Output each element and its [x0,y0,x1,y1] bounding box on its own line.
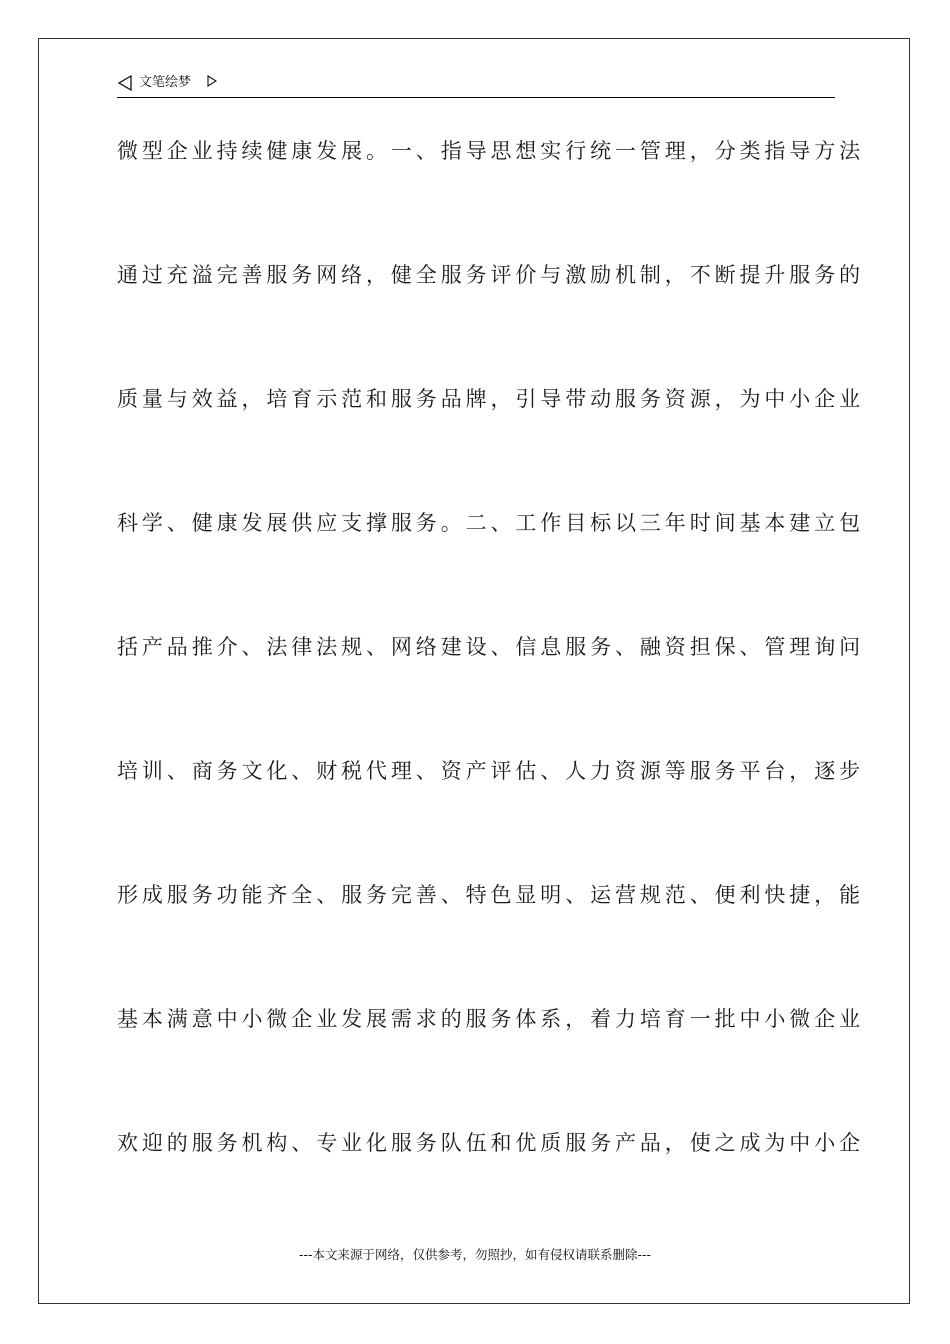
triangle-left-outline-icon [117,75,133,91]
body-line: 科学、健康发展供应支撑服务。二、工作目标以三年时间基本建立包 [117,511,864,535]
page-frame [38,38,910,1304]
triangle-right-outline-icon [207,75,217,87]
header-title: 文笔绘梦 [139,75,192,90]
body-line: 培训、商务文化、财税代理、资产评估、人力资源等服务平台，逐步 [117,759,864,783]
footer-disclaimer: ---本文来源于网络，仅供参考，勿照抄，如有侵权请联系删除--- [298,1247,652,1262]
page-header [117,72,835,98]
body-line: 基本满意中小微企业发展需求的服务体系，着力培育一批中小微企业 [117,1007,864,1031]
body-line: 质量与效益，培育示范和服务品牌，引导带动服务资源，为中小企业 [117,387,864,411]
body-line: 欢迎的服务机构、专业化服务队伍和优质服务产品，使之成为中小企 [117,1131,864,1155]
body-line: 通过充溢完善服务网络，健全服务评价与激励机制，不断提升服务的 [117,263,864,287]
body-line: 微型企业持续健康发展。一、指导思想实行统一管理，分类指导方法 [117,139,864,163]
body-line: 括产品推介、法律法规、网络建设、信息服务、融资担保、管理询问 [117,635,864,659]
body-line: 形成服务功能齐全、服务完善、特色显明、运营规范、便利快捷，能 [117,883,864,907]
